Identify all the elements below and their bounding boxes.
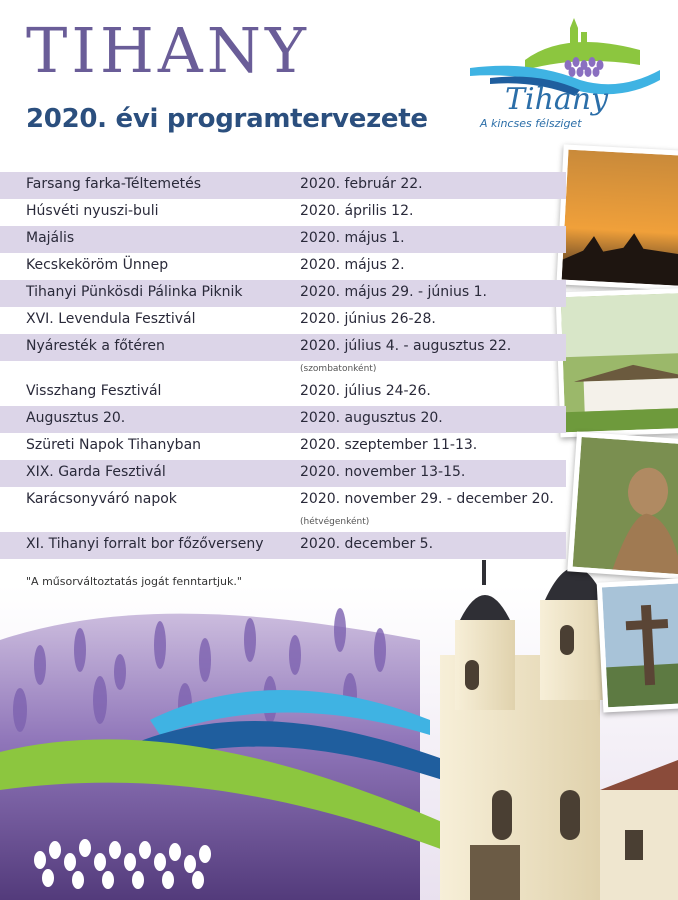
- photo-cross: [597, 577, 678, 712]
- logo-tagline: A kincses félsziget: [480, 117, 582, 130]
- event-date: 2020. november 13-15.: [300, 464, 466, 480]
- event-name: XI. Tihanyi forralt bor főzőverseny: [26, 536, 264, 552]
- event-name: XIX. Garda Fesztivál: [26, 464, 166, 480]
- event-date: 2020. május 2.: [300, 257, 405, 273]
- event-date: 2020. április 12.: [300, 203, 414, 219]
- table-note-row: [0, 361, 566, 379]
- event-name: Augusztus 20.: [26, 410, 126, 426]
- event-date: 2020. július 24-26.: [300, 383, 431, 399]
- disclaimer: "A műsorváltoztatás jogát fenntartjuk.": [26, 575, 242, 588]
- table-row: [0, 433, 566, 460]
- event-name: XVI. Levendula Fesztivál: [26, 311, 196, 327]
- event-date: 2020. december 5.: [300, 536, 434, 552]
- logo-name: Tihany: [505, 82, 609, 117]
- photo-sunset-abbey: [556, 144, 678, 291]
- event-date: 2020. február 22.: [300, 176, 423, 192]
- event-date: 2020. május 29. - június 1.: [300, 284, 487, 300]
- event-name: Húsvéti nyuszi-buli: [26, 203, 159, 219]
- event-note: (szombatonként): [300, 364, 377, 374]
- table-note-row: [0, 514, 566, 532]
- event-date: 2020. szeptember 11-13.: [300, 437, 478, 453]
- event-date: 2020. május 1.: [300, 230, 405, 246]
- table-row: [0, 532, 566, 559]
- table-row: [0, 226, 566, 253]
- table-row: [0, 253, 566, 280]
- event-name: Nyáresték a főtéren: [26, 338, 165, 354]
- table-row: [0, 307, 566, 334]
- event-note: (hétvégenként): [300, 517, 370, 527]
- event-name: Tihanyi Pünkösdi Pálinka Piknik: [26, 284, 243, 300]
- table-row: [0, 199, 566, 226]
- table-row: [0, 460, 566, 487]
- event-date: 2020. július 4. - augusztus 22.: [300, 338, 512, 354]
- table-row: [0, 280, 566, 307]
- event-name: Szüreti Napok Tihanyban: [26, 437, 202, 453]
- table-row: [0, 379, 566, 406]
- table-row: [0, 406, 566, 433]
- event-name: Visszhang Fesztivál: [26, 383, 162, 399]
- photo-statue: [567, 432, 678, 581]
- event-name: Kecskeköröm Ünnep: [26, 257, 169, 273]
- table-row: [0, 487, 566, 514]
- event-date: 2020. november 29. - december 20.: [300, 491, 554, 507]
- event-name: Majális: [26, 230, 75, 246]
- event-name: Karácsonyváró napok: [26, 491, 177, 507]
- page-subtitle: 2020. évi programtervezete: [26, 104, 428, 134]
- photo-thatched-house: [556, 288, 678, 438]
- page-title: TIHANY: [26, 14, 310, 87]
- program-table: [0, 172, 566, 559]
- table-row: [0, 334, 566, 361]
- table-row: [0, 172, 566, 199]
- event-date: 2020. augusztus 20.: [300, 410, 443, 426]
- event-date: 2020. június 26-28.: [300, 311, 436, 327]
- event-name: Farsang farka-Téltemetés: [26, 176, 202, 192]
